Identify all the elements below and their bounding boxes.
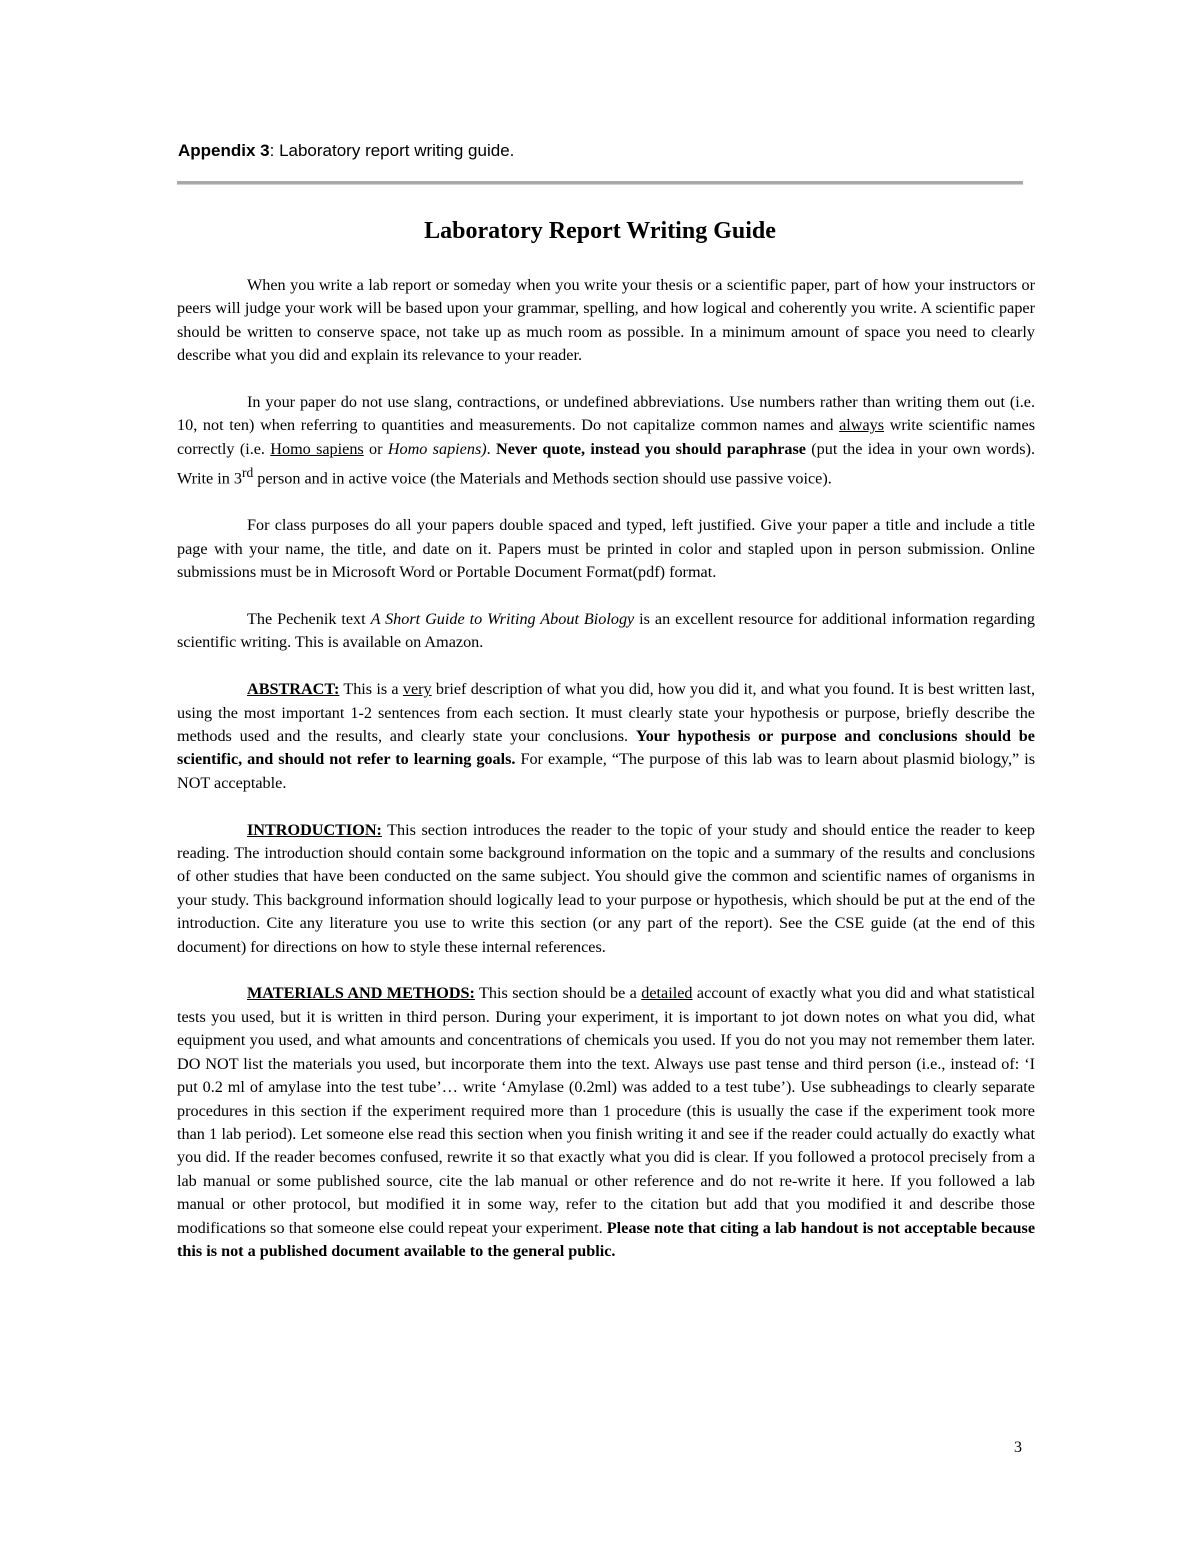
document-body	[177, 274, 1035, 1263]
bold-hypothesis-note: Your hypothesis or purpose and conclusions should be scientific, and should not refer to learning goals.	[177, 727, 1035, 769]
text-run: or	[363, 439, 388, 458]
bold-handout-note: Please note that citing a lab handout is not acceptable because this is not a published document available to the general public.	[177, 1218, 1036, 1260]
appendix-label: Appendix 3	[178, 141, 270, 160]
text-run: is an excellent resource for additional information regarding scientific writing. This is available on Amazon.	[177, 610, 1036, 652]
page-title: Laboratory Report Writing Guide	[424, 218, 776, 244]
appendix-description: : Laboratory report writing guide.	[269, 141, 515, 160]
introduction-heading: INTRODUCTION:	[247, 820, 382, 839]
paragraph-style-rules	[177, 391, 1035, 491]
text-run: write scientific names correctly (i.e.	[177, 416, 1035, 458]
methods-heading: MATERIALS AND METHODS:	[247, 984, 475, 1003]
text-run: This section introduces the reader to the topic of your study and should entice the reader to keep reading. The introduction should contain some background information on the topic and a summary of the results and conclusions of other studies that have been conducted on the same subject. You should give the common and scientific names of organisms in your study. This background information should logically lead to your purpose or hypothesis, which should be put at the end of the introduction. Cite any literature you use to write this section (or any part of the report). See the CSE guide (at the end of this document) for directions on how to style these internal references.	[177, 820, 1035, 956]
text-run: brief description of what you did, how you did it, and what you found. It is best written last, using the most important 1-2 sentences from each section. It must clearly state your hypothesis or purpose, briefly describe the methods used and the results, and clearly state your conclusions.	[177, 680, 1035, 746]
section-introduction	[177, 819, 1035, 959]
paragraph-intro: When you write a lab report or someday when you write your thesis or a scientific paper, part of how your instructors or peers will judge your work will be based upon your grammar, spelling, and how logical and coherently you write. A scientific paper should be written to conserve space, not take up as much room as possible. In a minimum amount of space you need to clearly describe what you did and explain its relevance to your reader.	[177, 276, 1035, 365]
paragraph-resource	[177, 608, 1035, 655]
book-title: A Short Guide to Writing About Biology	[370, 610, 635, 629]
underlined-always: always	[839, 416, 885, 435]
bold-paraphrase-rule: Never quote, instead you should paraphrase	[496, 439, 806, 458]
paragraph-format-rules: For class purposes do all your papers double spaced and typed, left justified. Give your paper a title and include a title page with your name, the title, and date on it. Papers must be printed in color and stapled upon in person submission. Online submissions must be in Microsoft Word or Portable Document Format(pdf) format.	[177, 516, 1035, 582]
underlined-species-name: Homo sapiens	[270, 439, 364, 458]
text-run: person and in active voice (the Materials and Methods section should use passive voice).	[253, 469, 832, 488]
text-run: This is a	[339, 680, 403, 699]
text-run: This section should be a	[474, 984, 642, 1003]
text-run: In your paper do not use slang, contractions, or undefined abbreviations. Use numbers rather than writing them out (i.e. 10, not ten) when referring to quantities and measurements. Do not capitalize common names and	[177, 393, 1035, 435]
appendix-header	[178, 141, 514, 161]
header-divider	[177, 181, 1023, 185]
text-run: account of exactly what you did and what statistical tests you used, but it is written in third person. During your experiment, it is important to jot down notes on what you did, what equipment you used, and what amounts and concentrations of chemicals you used. If you do not you may not remember them later. DO NOT list the materials you used, but incorporate them into the text. Always use past tense and third person (i.e., instead of: ‘I put 0.2 ml of amylase into the test tube’… write ‘Amylase (0.2ml) was added to a test tube’). Use subheadings to clearly separate procedures in this section if the experiment required more than 1 procedure (this is usually the case if the experiment took more than 1 lab period). Let someone else read this section when you finish writing it and see if the reader could actually do exactly what you did. If the reader becomes confused, rewrite it so that exactly what you did is clear. If you followed a protocol precisely from a lab manual or some published source, cite the lab manual or other reference and do not re-write it here. If you followed a lab manual or other protocol, but modified it in some way, refer to the citation but add that you modified it and describe those modifications so that someone else could repeat your experiment.	[177, 984, 1035, 1237]
abstract-heading: ABSTRACT:	[247, 680, 340, 699]
superscript-rd: rd	[241, 465, 254, 481]
text-run: For example, “The purpose of this lab was to learn about plasmid biology,” is NOT acceptable.	[177, 750, 1035, 792]
section-abstract	[177, 678, 1035, 795]
text-run: The Pechenik text	[247, 610, 371, 629]
section-materials-methods	[177, 982, 1035, 1263]
text-run: .	[486, 439, 496, 458]
page-number: 3	[1014, 1439, 1022, 1456]
underlined-detailed: detailed	[641, 984, 693, 1003]
underlined-very: very	[402, 680, 432, 699]
italic-species-name: Homo sapiens)	[387, 439, 487, 458]
text-run: (put the idea in your own words). Write in 3	[177, 439, 1036, 488]
